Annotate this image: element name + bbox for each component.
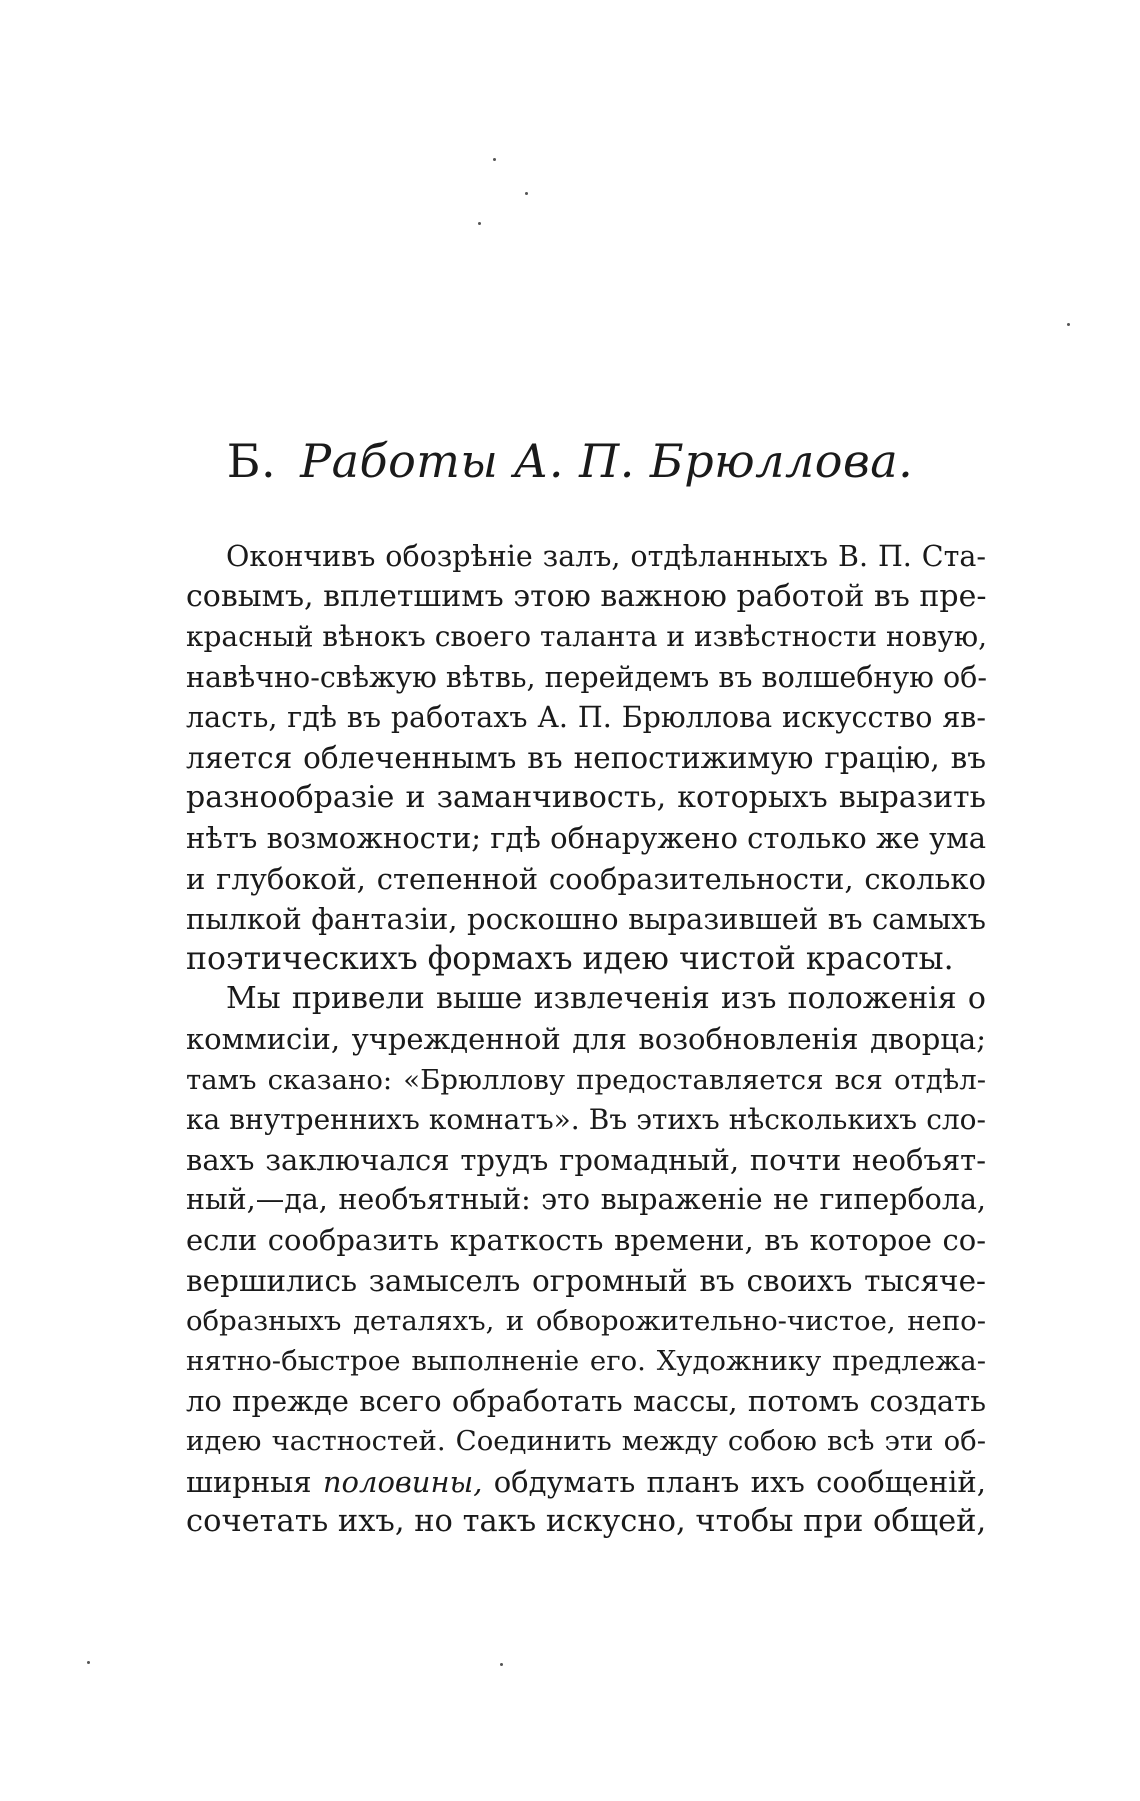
section-title: Работы А. П. Брюллова.	[300, 434, 914, 488]
text-line: ка внутреннихъ комнатъ». Въ этихъ нѣсколькихъ сло-	[186, 1102, 986, 1136]
text-line: красный вѣнокъ своего таланта и извѣстности новую,	[186, 620, 988, 654]
speck	[478, 222, 481, 225]
text-line: тамъ сказано: «Брюллову предоставляется вся отдѣл-	[186, 1063, 986, 1096]
paragraph-1	[186, 537, 986, 979]
speck	[1067, 323, 1070, 326]
text-line: сочетать ихъ, но такъ искусно, чтобы при общей,	[186, 1503, 987, 1539]
body-text	[186, 537, 986, 1542]
text-line: пылкой фантазіи, роскошно выразившей въ самыхъ	[186, 901, 986, 936]
text-segment: ширныя	[186, 1464, 323, 1499]
text-line: нѣтъ возможности; гдѣ обнаружено столько же ума	[186, 821, 986, 856]
speck	[87, 1661, 90, 1664]
text-line: ло прежде всего обработать массы, потомъ создать	[186, 1384, 986, 1419]
text-line: разнообразіе и заманчивость, которыхъ выразить	[186, 780, 986, 816]
text-segment: обдумать планъ ихъ сообщеній,	[482, 1464, 986, 1499]
text-line: если сообразить краткость времени, въ которое со-	[186, 1223, 986, 1258]
section-letter: Б.	[226, 434, 277, 488]
text-line: ласть, гдѣ въ работахъ А. П. Брюллова искусство яв-	[186, 700, 986, 734]
text-line: идею частностей. Соединить между собою всѣ эти об-	[186, 1425, 986, 1458]
text-line: ный,—да, необъятный: это выраженіе не гипербола,	[186, 1183, 986, 1217]
text-line: и глубокой, степенной сообразительности, сколько	[186, 861, 986, 896]
text-line: вахъ заключался трудъ громадный, почти необъят-	[186, 1143, 986, 1178]
text-line: совымъ, вплетшимъ этою важною работой въ пре-	[186, 579, 987, 615]
text-line: Окончивъ обозрѣніе залъ, отдѣланныхъ В. П. Ста-	[226, 540, 986, 573]
text-line: поэтическихъ формахъ идею чистой красоты.	[186, 941, 954, 978]
speck	[500, 1663, 503, 1666]
text-line: образныхъ деталяхъ, и обворожительно-чистое, непо-	[186, 1304, 986, 1337]
text-line-with-italic	[186, 1462, 986, 1502]
paragraph-2	[186, 979, 986, 1542]
section-heading	[0, 433, 1140, 489]
speck	[493, 158, 496, 161]
italic-word: половины,	[322, 1464, 483, 1499]
text-line: Мы привели выше извлеченія изъ положенія о	[226, 981, 986, 1017]
speck	[525, 192, 528, 195]
text-line: коммисіи, учрежденной для возобновленія дворца;	[186, 1022, 986, 1057]
text-line: навѣчно-свѣжую вѣтвь, перейдемъ въ волшебную об-	[186, 660, 987, 694]
text-line: нятно-быстрое выполненіе его. Художнику предлежа-	[186, 1345, 986, 1378]
text-line: ляется облеченнымъ въ непостижимую грацію, въ	[186, 741, 986, 776]
text-line: вершились замыселъ огромный въ своихъ тысяче-	[186, 1263, 986, 1298]
